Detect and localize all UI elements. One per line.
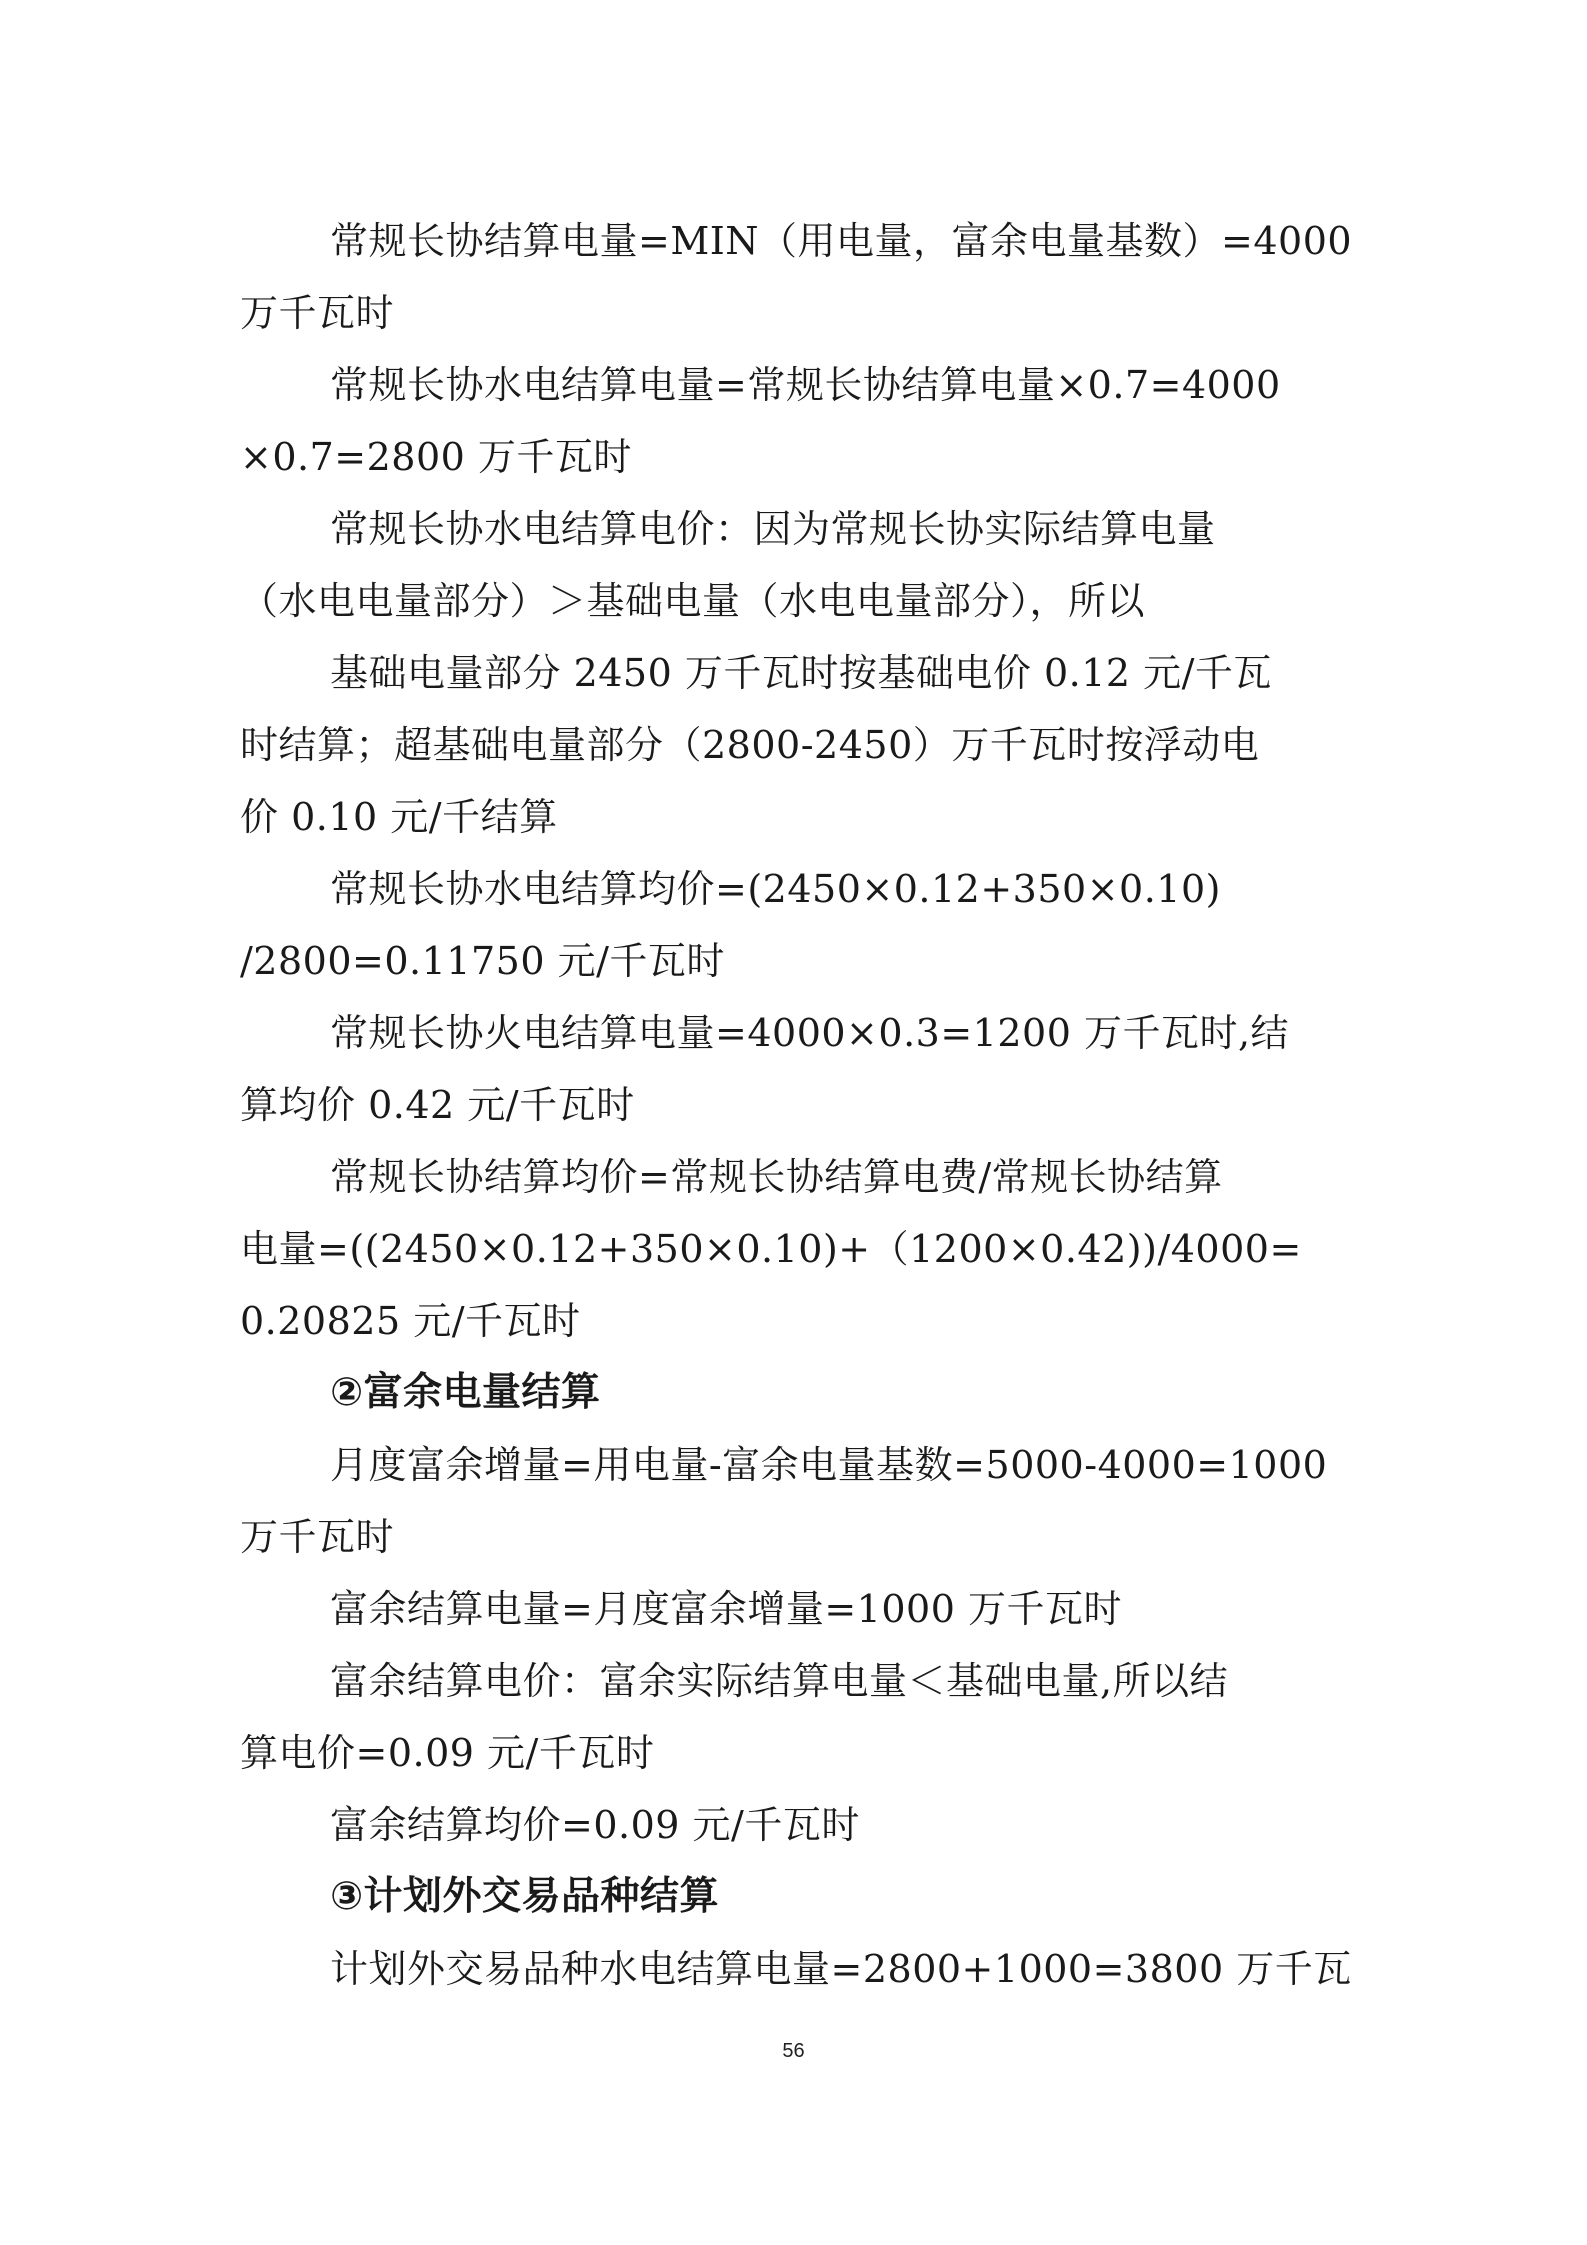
text-line: 富余结算均价=0.09 元/千瓦时 [330,1803,860,1847]
text-line: 常规长协水电结算电价：因为常规长协实际结算电量 [330,507,1216,551]
text-line: 常规长协水电结算均价=(2450×0.12+350×0.10) [330,867,1221,911]
text-line: 富余结算电量=月度富余增量=1000 万千瓦时 [330,1587,1122,1631]
text-line: 常规长协结算均价=常规长协结算电费/常规长协结算 [330,1155,1223,1199]
section-heading: ③计划外交易品种结算 [330,1874,720,1919]
text-line: ×0.7=2800 万千瓦时 [240,435,632,479]
text-line: 电量=((2450×0.12+350×0.10)+（1200×0.42))/4000= [240,1227,1302,1271]
section-heading: ②富余电量结算 [330,1370,601,1415]
text-line: 计划外交易品种水电结算电量=2800+1000=3800 万千瓦 [330,1947,1352,1991]
text-line: 基础电量部分 2450 万千瓦时按基础电价 0.12 元/千瓦 [330,651,1272,695]
text-line: 万千瓦时 [240,291,395,335]
document-body [240,205,1353,2005]
text-line: 0.20825 元/千瓦时 [240,1299,581,1343]
text-line: 常规长协水电结算电量=常规长协结算电量×0.7=4000 [330,363,1281,407]
text-line: 万千瓦时 [240,1515,395,1559]
text-line: 富余结算电价：富余实际结算电量＜基础电量,所以结 [330,1659,1229,1703]
text-line: /2800=0.11750 元/千瓦时 [240,939,725,983]
text-line: 算均价 0.42 元/千瓦时 [240,1083,635,1127]
page-number: 56 [782,2040,805,2062]
text-line: 常规长协结算电量=MIN（用电量，富余电量基数）=4000 [330,219,1353,263]
text-line: （水电电量部分）＞基础电量（水电电量部分），所以 [240,579,1146,623]
text-line: 时结算；超基础电量部分（2800-2450）万千瓦时按浮动电 [240,723,1260,767]
text-line: 月度富余增量=用电量-富余电量基数=5000-4000=1000 [330,1443,1328,1487]
text-line: 常规长协火电结算电量=4000×0.3=1200 万千瓦时,结 [330,1011,1290,1055]
text-line: 算电价=0.09 元/千瓦时 [240,1731,655,1775]
text-line: 价 0.10 元/千结算 [240,795,558,839]
